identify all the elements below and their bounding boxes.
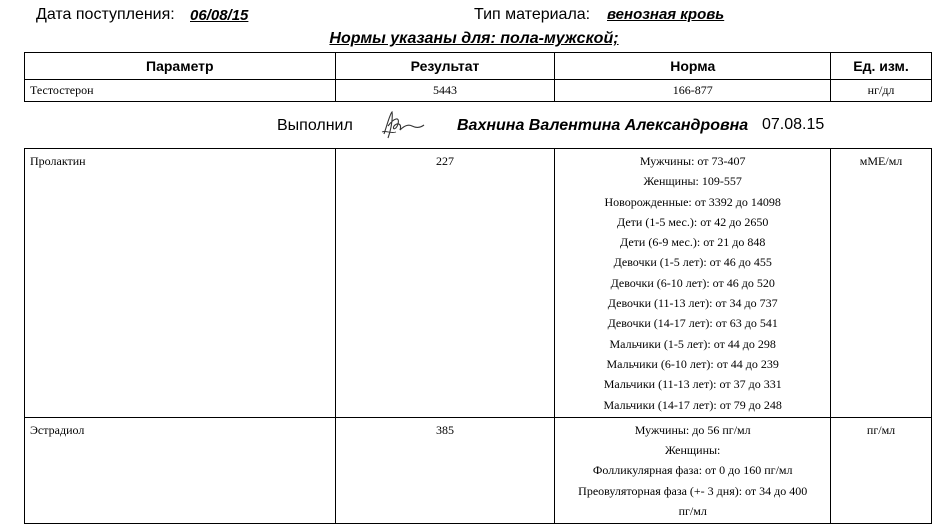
table-row xyxy=(25,80,932,102)
param-name: Пролактин xyxy=(25,149,336,418)
param-result: 227 xyxy=(335,149,555,418)
norm-line: Девочки (6-10 лет): от 46 до 520 xyxy=(610,275,775,290)
column-header-norm: Норма xyxy=(555,53,831,80)
norm-line: Мальчики (1-5 лет): от 44 до 298 xyxy=(609,336,776,351)
norm-line: Мальчики (14-17 лет): от 79 до 248 xyxy=(603,397,782,412)
param-unit: пг/мл xyxy=(831,417,932,523)
signature-image xyxy=(378,108,428,142)
column-header-unit: Ед. изм. xyxy=(831,53,932,80)
results-table xyxy=(24,52,932,102)
table-row xyxy=(25,417,932,523)
norm-line: Девочки (11-13 лет): от 34 до 737 xyxy=(607,296,778,311)
norm-line: Дети (6-9 мес.): от 21 до 848 xyxy=(620,235,766,250)
norm-line: Мужчины: до 56 пг/мл xyxy=(634,422,751,437)
performed-by-label: Выполнил xyxy=(277,117,353,134)
norm-line: Женщины: xyxy=(665,443,721,458)
norm-line: Мужчины: от 73-407 xyxy=(639,154,746,168)
norm-line: Дети (1-5 мес.): от 42 до 2650 xyxy=(617,214,769,229)
norm-line: Новорожденные: от 3392 до 14098 xyxy=(604,194,781,209)
norm-line: Преовуляторная фаза (+- 3 дня): от 34 до 400 xyxy=(578,483,808,498)
norm-line: Фолликулярная фаза: от 0 до 160 пг/мл xyxy=(592,463,793,478)
norm-line: Девочки (1-5 лет): от 46 до 455 xyxy=(613,255,772,270)
date-received-value: 06/08/15 xyxy=(190,7,249,24)
norm-line: Девочки (14-17 лет): от 63 до 541 xyxy=(607,316,778,331)
param-norm: 166-877 xyxy=(555,80,831,102)
norm-line: пг/мл xyxy=(678,504,707,519)
param-norm-list xyxy=(555,417,831,523)
param-unit: нг/дл xyxy=(831,80,932,102)
table-header-row xyxy=(25,53,932,80)
results-table-2 xyxy=(24,148,932,524)
param-unit: мМЕ/мл xyxy=(831,149,932,418)
material-type-value: венозная кровь xyxy=(607,6,725,23)
performed-date: 07.08.15 xyxy=(762,116,825,133)
param-name: Эстрадиол xyxy=(25,417,336,523)
norm-line: Женщины: 109-557 xyxy=(643,174,742,189)
date-received-label: Дата поступления: xyxy=(36,6,175,23)
material-type-label: Тип материала: xyxy=(474,6,591,23)
column-header-parameter: Параметр xyxy=(25,53,336,80)
column-header-result: Результат xyxy=(335,53,555,80)
param-name: Тестостерон xyxy=(25,80,336,102)
norm-line: Мальчики (11-13 лет): от 37 до 331 xyxy=(603,377,782,392)
performer-name: Вахнина Валентина Александровна xyxy=(457,117,749,134)
table-row xyxy=(25,149,932,418)
norms-title: Нормы указаны для: пола-мужской; xyxy=(329,30,619,47)
norm-line: Мальчики (6-10 лет): от 44 до 239 xyxy=(606,356,779,371)
param-result: 5443 xyxy=(335,80,555,102)
param-norm-list xyxy=(555,149,831,418)
param-result: 385 xyxy=(335,417,555,523)
